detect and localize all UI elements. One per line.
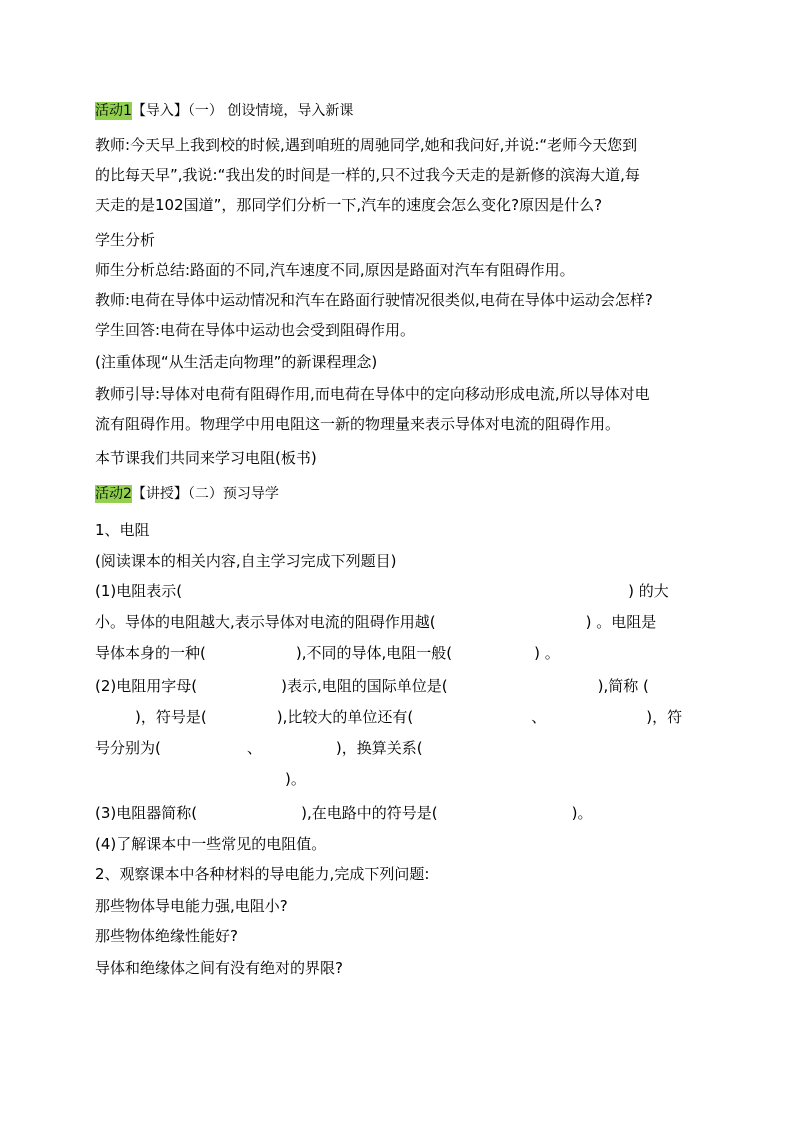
activity2-heading <box>95 484 279 504</box>
activity1-title: 【导入】（一） 创设情境，导入新课 <box>131 103 354 119</box>
guide-line: 教师引导:导体对电荷有阻碍作用,而电荷在导体中的定向移动形成电流,所以导体对电 <box>95 385 650 403</box>
question2-line1: (2)电阻用字母( )表示,电阻的国际单位是( ),简称 ( <box>95 677 649 695</box>
teacher-question: 教师:电荷在导体中运动情况和汽车在路面行驶情况很类似,电荷在导体中运动会怎样? <box>95 291 653 309</box>
student-analysis: 学生分析 <box>95 231 156 249</box>
section1-intro: (阅读课本的相关内容,自主学习完成下列题目) <box>95 552 397 570</box>
section2-question3: 导体和绝缘体之间有没有绝对的界限? <box>95 959 343 977</box>
question4-line: (4)了解课本中一些常见的电阻值。 <box>95 835 327 853</box>
section2-question1: 那些物体导电能力强,电阻小? <box>95 897 288 915</box>
question2-line4: )。 <box>285 770 306 788</box>
paragraph-line: 的比每天早”,我说:“我出发的时间是一样的,只不过我今天走的是新修的滨海大道,每 <box>95 166 640 184</box>
paragraph-line: 教师:今天早上我到校的时候,遇到咱班的周驰同学,她和我问好,并说:“老师今天您到 <box>95 136 638 154</box>
question1-line3: 导体本身的一种( ),不同的导体,电阻一般( ) 。 <box>95 644 560 662</box>
question1-line2: 小。导体的电阻越大,表示导体对电流的阻碍作用越( ) 。电阻是 <box>95 613 657 631</box>
section2-question2: 那些物体绝缘性能好? <box>95 927 238 945</box>
lesson-line: 本节课我们共同来学习电阻(板书) <box>95 449 317 467</box>
question1-line1: (1)电阻表示( ) 的大 <box>95 582 669 600</box>
activity2-tag: 活动2 <box>95 486 132 502</box>
activity1-heading <box>95 101 353 121</box>
activity2-title: 【讲授】（二）预习导学 <box>131 486 279 502</box>
student-answer: 学生回答:电荷在导体中运动也会受到阻碍作用。 <box>95 321 416 339</box>
question2-line3: 号分别为( 、 )，换算关系( <box>95 739 423 757</box>
question2-line2: )，符号是( ),比较大的单位还有( 、 )，符 <box>135 708 683 726</box>
guide-line: 流有阻碍作用。物理学中用电阻这一新的物理量来表示导体对电流的阻碍作用。 <box>95 415 621 433</box>
summary-line: 师生分析总结:路面的不同,汽车速度不同,原因是路面对汽车有阻碍作用。 <box>95 261 575 279</box>
note-line: (注重体现“从生活走向物理”的新课程理念) <box>95 353 378 371</box>
paragraph-line: 天走的是102国道”，那同学们分析一下,汽车的速度会怎么变化?原因是什么? <box>95 196 603 214</box>
activity1-tag: 活动1 <box>95 103 132 119</box>
question3-line: (3)电阻器简称( ),在电路中的符号是( )。 <box>95 804 593 822</box>
section2-heading: 2、观察课本中各种材料的导电能力,完成下列问题: <box>95 865 430 883</box>
section1-heading: 1、电阻 <box>95 521 150 539</box>
